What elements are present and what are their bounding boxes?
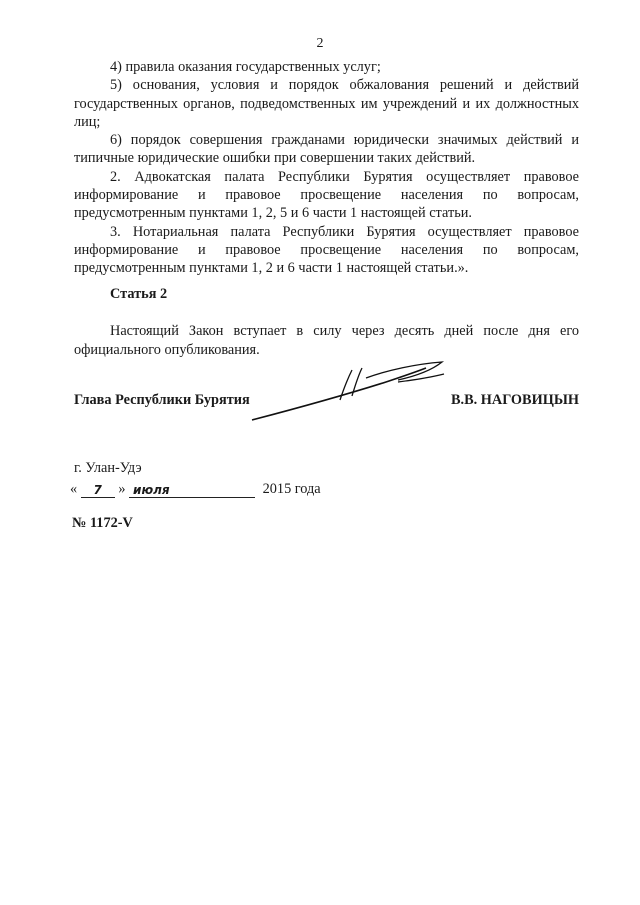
paragraph-part-3: 3. Нотариальная палата Республики Бурятия осуществляет правовое информирование и правовое просвещение населения по вопросам, предусмотренным пунктами 1, 2 и 6 части 1 настоящей статьи.». — [74, 223, 579, 277]
article-2-text: Настоящий Закон вступает в силу через десять дней после дня его официального опубликования. — [74, 323, 579, 358]
date-close-quote: » — [118, 481, 126, 497]
date-day: 7 — [81, 483, 115, 498]
page-number: 2 — [316, 36, 324, 51]
paragraph-item-5: 5) основания, условия и порядок обжалования решений и действий государственных органов, подведомственных им учреждений и их должностных лиц; — [74, 77, 579, 130]
handwritten-signature — [248, 356, 448, 428]
signing-date — [70, 481, 321, 498]
document-number: № 1172-V — [72, 515, 133, 531]
signatory-name: В.В. НАГОВИЦЫН — [450, 392, 579, 408]
date-year: 2015 года — [262, 481, 321, 497]
date-month: июля — [129, 483, 255, 498]
article-1-continuation — [74, 58, 579, 278]
paragraph-part-2: 2. Адвокатская палата Республики Бурятия осуществляет правовое информирование и правовое просвещение населения по вопросам, предусмотренным пунктами 1, 2, 5 и 6 части 1 настоящей статьи. — [74, 168, 579, 222]
paragraph-item-6: 6) порядок совершения гражданами юридически значимых действий и типичные юридические ошибки при совершении таких действий. — [74, 132, 579, 167]
date-open-quote: « — [70, 481, 78, 497]
article-2-heading: Статья 2 — [110, 286, 168, 302]
place-of-signing: г. Улан-Удэ — [74, 460, 142, 476]
paragraph-item-4: 4) правила оказания государственных услуг; — [110, 59, 381, 75]
signatory-title: Глава Республики Бурятия — [74, 392, 250, 408]
